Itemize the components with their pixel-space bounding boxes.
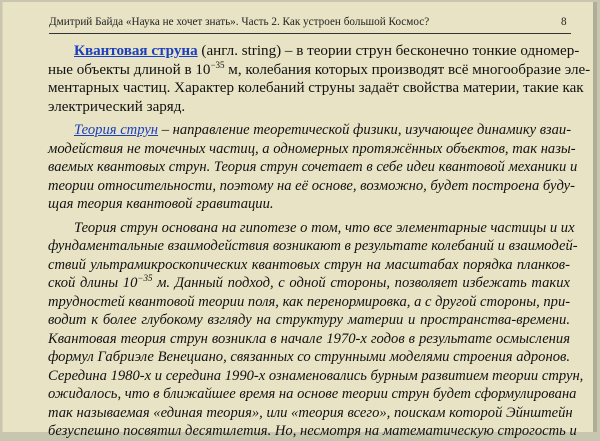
p2-text: – направление теоретической физики, изучающее динамику взаи- [158, 122, 572, 138]
p1-text: (англ. string) – в теории струн бесконечно тонкие одномер- [197, 43, 580, 59]
p3-line-8: формул Габриэле Венециано, связанных со струнными моделями строения адронов. [48, 349, 570, 365]
exponent: −35 [137, 273, 153, 283]
p3-line-5: трудностей квантовой теории поля, как перенормировка, а с другой стороны, при- [48, 293, 571, 310]
p3-line-3: ствий ультрамикроскопических квантовых струн на масштабах порядка планков- [48, 256, 570, 273]
p3-text: м. Данный подход, с одной стороны, позволяет избежать таких [152, 275, 570, 291]
p1-line-2 [48, 59, 591, 80]
string-theory-definition [48, 121, 578, 214]
p1-line-1 [48, 42, 580, 61]
string-theory-description [48, 219, 584, 441]
p2-line-2: модействия не точечных частиц, а одномерных протяжённых объектов, так назы- [48, 140, 576, 157]
p1-line-4: электрический заряд. [48, 98, 186, 115]
p3-line-1: Теория струн основана на гипотезе о том, что все элементарные частицы и их [74, 219, 575, 236]
p2-line-3: ваемых квантовых струн. Теория струн сочетает в себе идеи квантовой механики и [48, 159, 578, 175]
exponent: −35 [210, 59, 225, 70]
header-title: Дмитрий Байда «Наука не хочет знать». Часть 2. Как устроен большой Космос? [49, 16, 430, 28]
p3-line-7: Квантовая теория струн возникла в начале 1970-х годов в результате осмысления [48, 330, 570, 347]
p3-line-11: так называемая «единая теория», или «теория всего», поискам которой Эйнштейн [48, 404, 573, 421]
p1-text: ные объекты длиной в 10 [48, 61, 211, 78]
p3-line-4 [48, 274, 570, 293]
p3-line-10: ожидалось, что в ближайшее время на основе теории струн будет сформулирована [48, 386, 577, 402]
term-quantum-string[interactable]: Квантовая струна [74, 43, 198, 59]
document-body [48, 42, 591, 441]
p2-line-1 [48, 121, 570, 140]
header-rule [49, 33, 571, 34]
p3-line-9: Середина 1980-х и середина 1990-х ознаменовались бурным развитием теории струн, [48, 367, 584, 384]
p3-line-6: водит к более глубокому взгляду на структуру материи и пространства-времени. [48, 312, 570, 328]
p1-line-3: ментарных частиц. Характер колебаний струны задаёт свойства материи, такие как [48, 80, 584, 96]
document-page [2, 2, 593, 439]
p2-line-5: щая теория квантовой гравитации. [48, 196, 274, 212]
p2-line-4: теории относительности, поэтому на её основе, возможно, будет построена буду- [48, 177, 576, 194]
page-number: 8 [561, 16, 567, 28]
p1-text: м, колебания которых производят всё многообразие эле- [224, 61, 591, 78]
p3-text: ской длины 10 [48, 275, 138, 291]
p3-line-2: фундаментальные взаимодействия возникают в результате колебаний и взаимодей- [48, 238, 578, 254]
p3-line-12: безуспешно посвятил десятилетия. Но, несмотря на математическую строгость и [48, 423, 577, 439]
link-string-theory[interactable]: Теория струн [74, 122, 159, 138]
